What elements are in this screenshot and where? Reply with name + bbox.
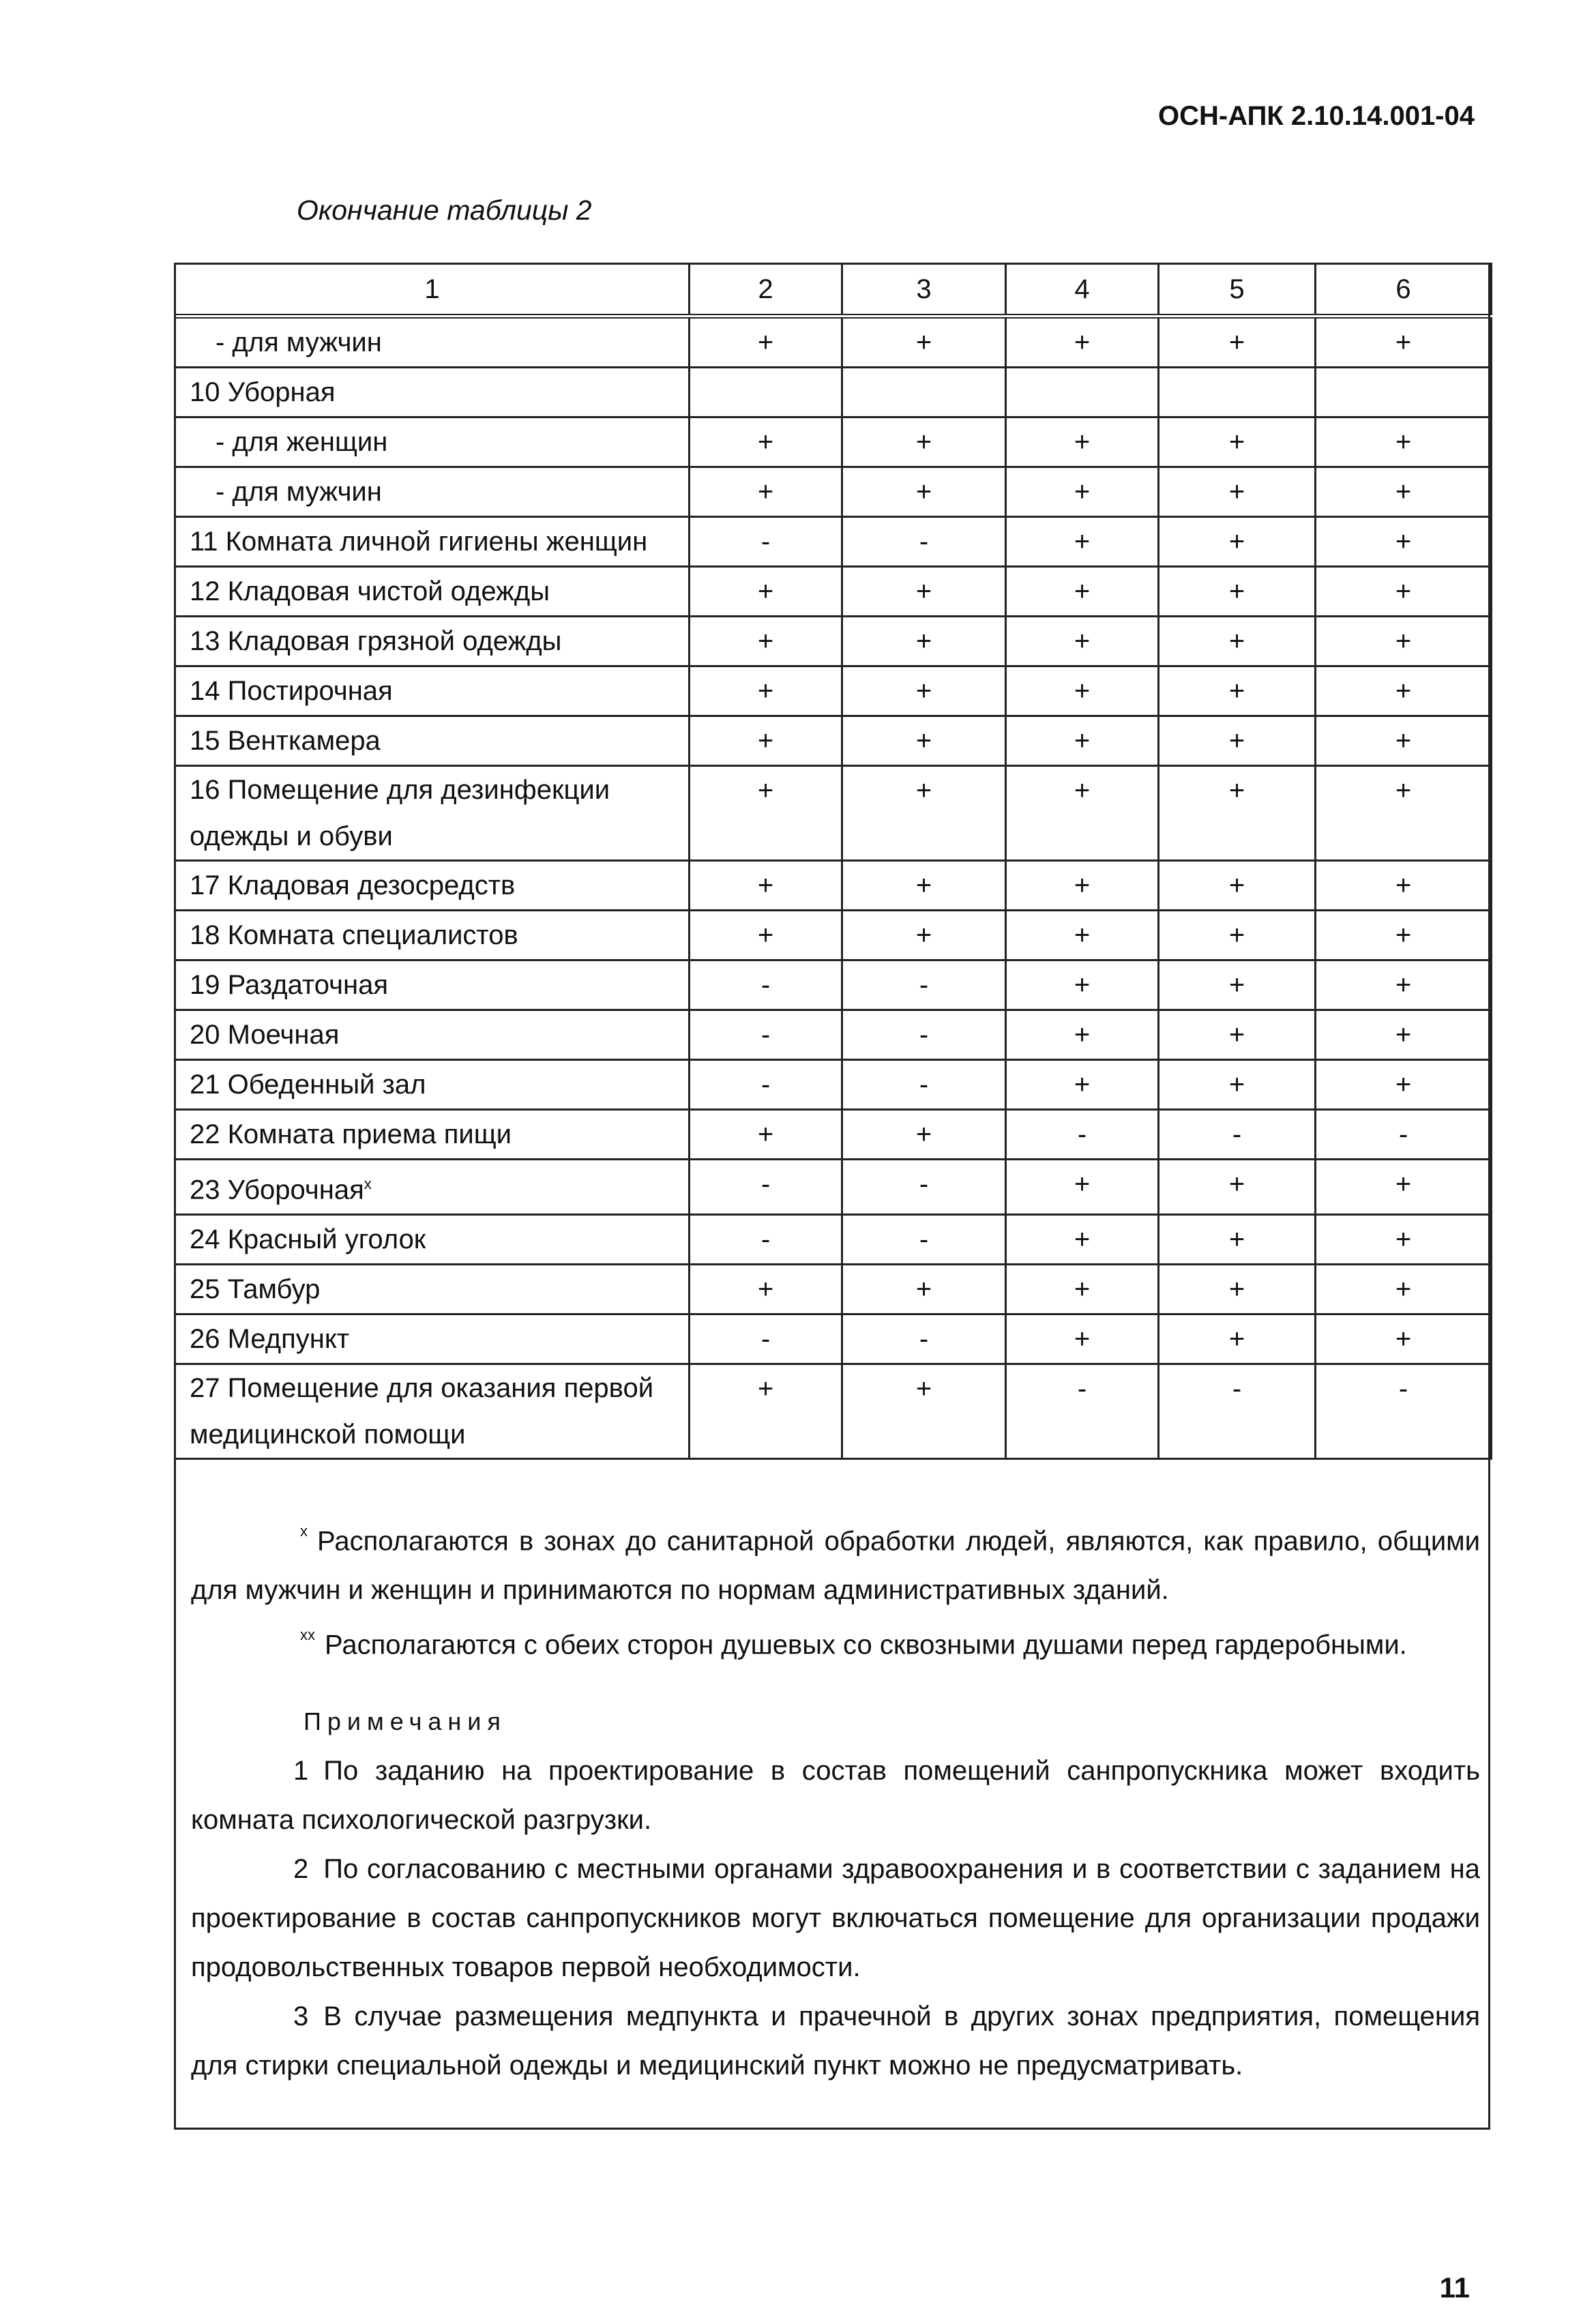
mark-cell: + xyxy=(1006,567,1159,617)
room-name-cell xyxy=(175,766,690,861)
table-row xyxy=(175,666,1492,716)
mark-cell: + xyxy=(1316,567,1492,617)
room-name: 24 Красный уголок xyxy=(190,1224,426,1255)
mark-cell: + xyxy=(1316,417,1492,467)
mark-cell: + xyxy=(1006,617,1159,666)
table-row xyxy=(175,517,1492,567)
mark-cell: + xyxy=(842,417,1006,467)
room-name-continued: одежды и обуви xyxy=(190,821,393,851)
mark-cell: + xyxy=(842,861,1006,911)
footnote xyxy=(191,1615,1480,1669)
room-name: 18 Комната специалистов xyxy=(190,920,518,950)
notes-title: Примечания xyxy=(304,1707,507,1735)
mark-cell: + xyxy=(1316,1160,1492,1215)
column-header: 5 xyxy=(1159,264,1316,317)
mark-cell: + xyxy=(690,1265,842,1314)
mark-cell xyxy=(1159,368,1316,417)
mark-cell: - xyxy=(842,960,1006,1010)
mark-cell: + xyxy=(1159,861,1316,911)
mark-cell: + xyxy=(1316,766,1492,861)
mark-cell: + xyxy=(1159,716,1316,766)
mark-cell: + xyxy=(690,617,842,666)
table-row xyxy=(175,716,1492,766)
mark-cell: - xyxy=(690,517,842,567)
table-row xyxy=(175,617,1492,666)
page-number: 11 xyxy=(1439,2272,1470,2304)
note-item xyxy=(191,1746,1480,1845)
mark-cell: + xyxy=(1316,960,1492,1010)
mark-cell: + xyxy=(1006,960,1159,1010)
mark-cell xyxy=(1006,368,1159,417)
room-name: 14 Постирочная xyxy=(190,676,393,706)
room-name: 20 Моечная xyxy=(190,1020,340,1050)
table-row xyxy=(175,766,1492,861)
room-name: - для женщин xyxy=(216,427,388,457)
mark-cell: - xyxy=(842,1314,1006,1364)
mark-cell: - xyxy=(1316,1364,1492,1459)
mark-cell: + xyxy=(1316,861,1492,911)
room-name-cell xyxy=(175,911,690,960)
mark-cell: + xyxy=(1159,960,1316,1010)
table-caption: Окончание таблицы 2 xyxy=(297,194,592,226)
room-name-cell xyxy=(175,368,690,417)
room-name: 11 Комната личной гигиены женщин xyxy=(190,527,648,557)
room-name: 22 Комната приема пищи xyxy=(190,1119,512,1149)
mark-cell: + xyxy=(842,666,1006,716)
mark-cell: + xyxy=(690,417,842,467)
room-name-cell xyxy=(175,1364,690,1459)
table-row xyxy=(175,1110,1492,1160)
mark-cell: - xyxy=(842,1060,1006,1110)
mark-cell: - xyxy=(690,1060,842,1110)
mark-cell: + xyxy=(1159,417,1316,467)
room-name: 15 Венткамера xyxy=(190,726,381,756)
mark-cell: - xyxy=(842,1010,1006,1060)
table-row xyxy=(175,1160,1492,1215)
mark-cell: + xyxy=(1159,467,1316,517)
note-text: По заданию на проектирование в состав помещений санпропускника может входить комната психологической разгрузки. xyxy=(191,1755,1480,1835)
room-name-cell xyxy=(175,1314,690,1364)
mark-cell: - xyxy=(1159,1364,1316,1459)
column-header: 2 xyxy=(690,264,842,317)
room-name: 13 Кладовая грязной одежды xyxy=(190,626,562,656)
mark-cell: + xyxy=(690,861,842,911)
mark-cell: + xyxy=(1316,617,1492,666)
note-item xyxy=(191,1845,1480,1992)
footnote-ref: x xyxy=(364,1175,372,1192)
room-name-cell xyxy=(175,861,690,911)
table-row xyxy=(175,861,1492,911)
mark-cell: - xyxy=(1006,1364,1159,1459)
table-row xyxy=(175,417,1492,467)
column-header: 6 xyxy=(1316,264,1492,317)
mark-cell: + xyxy=(1006,1160,1159,1215)
mark-cell: + xyxy=(1006,666,1159,716)
table-body xyxy=(175,317,1492,1459)
mark-cell: + xyxy=(1006,1060,1159,1110)
table-row xyxy=(175,960,1492,1010)
room-name: - для мужчин xyxy=(216,327,382,357)
mark-cell: + xyxy=(1316,517,1492,567)
mark-cell: + xyxy=(690,716,842,766)
mark-cell: + xyxy=(690,666,842,716)
mark-cell: + xyxy=(1159,517,1316,567)
mark-cell: - xyxy=(690,1215,842,1265)
mark-cell: + xyxy=(842,716,1006,766)
mark-cell: + xyxy=(842,317,1006,368)
note-number: 2 xyxy=(293,1853,309,1884)
note-number: 3 xyxy=(293,2001,309,2031)
note-number: 1 xyxy=(293,1755,309,1786)
mark-cell: - xyxy=(842,1215,1006,1265)
footnote xyxy=(191,1511,1480,1615)
table-row xyxy=(175,317,1492,368)
room-name-cell xyxy=(175,1110,690,1160)
footnote-mark: x xyxy=(300,1523,308,1540)
mark-cell: + xyxy=(1006,1314,1159,1364)
mark-cell: + xyxy=(1316,1060,1492,1110)
room-name-cell xyxy=(175,567,690,617)
mark-cell: + xyxy=(1316,1215,1492,1265)
column-header: 1 xyxy=(175,264,690,317)
mark-cell: + xyxy=(842,766,1006,861)
note-text: По согласованию с местными органами здравоохранения и в соответствии с заданием на проектирование в состав санпропускников могут включаться помещение для организации продажи продовольственных товаров первой необходимости. xyxy=(191,1853,1480,1982)
mark-cell: + xyxy=(842,467,1006,517)
mark-cell: + xyxy=(1316,1314,1492,1364)
mark-cell xyxy=(1316,368,1492,417)
mark-cell: + xyxy=(1316,716,1492,766)
rooms-table xyxy=(174,263,1492,1460)
mark-cell: + xyxy=(1159,666,1316,716)
mark-cell: + xyxy=(1159,1265,1316,1314)
mark-cell: - xyxy=(690,1010,842,1060)
footnote-text: Располагаются в зонах до санитарной обработки людей, являются, как правило, общими для мужчин и женщин и принимаются по нормам административных зданий. xyxy=(191,1526,1480,1606)
table-row xyxy=(175,567,1492,617)
room-name: 16 Помещение для дезинфекции xyxy=(190,775,610,805)
mark-cell: + xyxy=(1006,1215,1159,1265)
table-row xyxy=(175,1314,1492,1364)
room-name: 25 Тамбур xyxy=(190,1274,321,1305)
mark-cell: + xyxy=(1159,911,1316,960)
mark-cell: + xyxy=(842,1364,1006,1459)
mark-cell: + xyxy=(1159,617,1316,666)
room-name-cell xyxy=(175,1010,690,1060)
room-name-cell xyxy=(175,666,690,716)
mark-cell: + xyxy=(690,567,842,617)
room-name-cell xyxy=(175,960,690,1010)
mark-cell: - xyxy=(690,960,842,1010)
mark-cell: + xyxy=(1159,1314,1316,1364)
mark-cell: + xyxy=(1316,467,1492,517)
mark-cell: + xyxy=(1316,911,1492,960)
mark-cell: + xyxy=(690,1110,842,1160)
mark-cell xyxy=(842,368,1006,417)
mark-cell: - xyxy=(690,1314,842,1364)
room-name: 10 Уборная xyxy=(190,377,336,407)
column-header: 4 xyxy=(1006,264,1159,317)
room-name: 21 Обеденный зал xyxy=(190,1070,426,1100)
room-name-cell xyxy=(175,1265,690,1314)
mark-cell: + xyxy=(690,317,842,368)
mark-cell: + xyxy=(1159,766,1316,861)
mark-cell: - xyxy=(1006,1110,1159,1160)
mark-cell: + xyxy=(690,467,842,517)
table-row xyxy=(175,368,1492,417)
room-name-cell xyxy=(175,417,690,467)
room-name-cell xyxy=(175,1215,690,1265)
room-name: 26 Медпункт xyxy=(190,1324,350,1355)
mark-cell: + xyxy=(842,911,1006,960)
mark-cell: + xyxy=(1006,716,1159,766)
mark-cell: + xyxy=(1159,1060,1316,1110)
room-name-cell xyxy=(175,517,690,567)
mark-cell: + xyxy=(1006,517,1159,567)
mark-cell: + xyxy=(842,1110,1006,1160)
room-name: 12 Кладовая чистой одежды xyxy=(190,576,550,606)
mark-cell: + xyxy=(1006,1265,1159,1314)
mark-cell xyxy=(690,368,842,417)
room-name-cell xyxy=(175,317,690,368)
room-name: 23 Уборочная xyxy=(190,1175,364,1205)
room-name-cell xyxy=(175,1160,690,1215)
mark-cell: - xyxy=(842,1160,1006,1215)
table-row xyxy=(175,1265,1492,1314)
mark-cell: + xyxy=(1159,567,1316,617)
mark-cell: + xyxy=(1006,766,1159,861)
note-text: В случае размещения медпункта и прачечной в других зонах предприятия, помещения для стирки специальной одежды и медицинский пункт можно не предусматривать. xyxy=(191,2001,1480,2081)
mark-cell: + xyxy=(842,567,1006,617)
mark-cell: + xyxy=(1006,317,1159,368)
mark-cell: + xyxy=(1006,467,1159,517)
room-name-cell xyxy=(175,1060,690,1110)
mark-cell: + xyxy=(690,766,842,861)
footnote-mark: xx xyxy=(300,1626,315,1644)
table-row xyxy=(175,467,1492,517)
footnote-text: Располагаются с обеих сторон душевых со сквозными душами перед гардеробными. xyxy=(325,1630,1407,1660)
room-name: 17 Кладовая дезосредств xyxy=(190,870,516,900)
mark-cell: - xyxy=(1159,1110,1316,1160)
table-row xyxy=(175,1215,1492,1265)
mark-cell: + xyxy=(690,1364,842,1459)
mark-cell: + xyxy=(842,1265,1006,1314)
room-name-continued: медицинской помощи xyxy=(190,1420,466,1450)
note-item xyxy=(191,1992,1480,2090)
mark-cell: + xyxy=(1316,666,1492,716)
mark-cell: + xyxy=(1159,1010,1316,1060)
table-row xyxy=(175,1364,1492,1459)
room-name: 27 Помещение для оказания первой xyxy=(190,1373,654,1404)
room-name-cell xyxy=(175,467,690,517)
mark-cell: + xyxy=(1159,317,1316,368)
mark-cell: + xyxy=(1316,1265,1492,1314)
mark-cell: + xyxy=(690,911,842,960)
room-name-cell xyxy=(175,716,690,766)
mark-cell: + xyxy=(1316,1010,1492,1060)
mark-cell: - xyxy=(842,517,1006,567)
mark-cell: - xyxy=(1316,1110,1492,1160)
room-name: 19 Раздаточная xyxy=(190,970,388,1000)
mark-cell: + xyxy=(842,617,1006,666)
room-name-cell xyxy=(175,617,690,666)
table-header-row xyxy=(175,264,1492,317)
table-row xyxy=(175,1010,1492,1060)
mark-cell: + xyxy=(1159,1160,1316,1215)
room-name: - для мужчин xyxy=(216,477,382,507)
mark-cell: + xyxy=(1006,911,1159,960)
mark-cell: + xyxy=(1006,417,1159,467)
mark-cell: + xyxy=(1006,861,1159,911)
document-code: ОСН-АПК 2.10.14.001-04 xyxy=(1158,101,1475,131)
column-header: 3 xyxy=(842,264,1006,317)
notes-section xyxy=(191,1511,1480,2090)
mark-cell: - xyxy=(690,1160,842,1215)
table-row xyxy=(175,911,1492,960)
mark-cell: + xyxy=(1006,1010,1159,1060)
table-row xyxy=(175,1060,1492,1110)
mark-cell: + xyxy=(1316,317,1492,368)
mark-cell: + xyxy=(1159,1215,1316,1265)
